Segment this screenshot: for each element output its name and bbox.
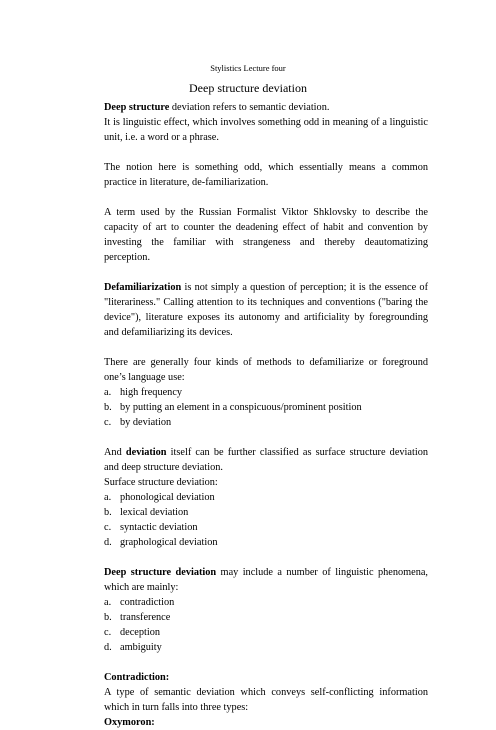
contradiction-heading	[104, 670, 428, 685]
list-item-text: by deviation	[120, 417, 172, 428]
oxymoron-heading	[104, 715, 428, 730]
contradiction-heading-text: Contradiction:	[104, 672, 170, 683]
oxymoron-heading-text: Oxymoron:	[104, 717, 155, 728]
list-marker: c.	[104, 417, 112, 428]
list-item-text: transference	[120, 612, 171, 623]
list-item-text: by putting an element in a conspicuous/prominent position	[120, 402, 362, 413]
list-item	[104, 505, 428, 520]
intro-paragraph	[104, 100, 428, 115]
deviation-paragraph	[104, 445, 428, 475]
list-marker: d.	[104, 642, 112, 653]
surface-list	[104, 490, 428, 550]
list-item	[104, 610, 428, 625]
list-marker: a.	[104, 492, 112, 503]
list-marker: a.	[104, 387, 112, 398]
list-marker: b.	[104, 612, 112, 623]
deep-list	[104, 595, 428, 655]
document-body	[104, 100, 428, 730]
list-item	[104, 535, 428, 550]
deviation-pre: And	[104, 447, 126, 458]
contradiction-text: A type of semantic deviation which conveys self-conflicting information which in turn falls into three types:	[104, 687, 428, 713]
intro-explanation: It is linguistic effect, which involves something odd in meaning of a linguistic unit, i.e. a word or a phrase.	[104, 117, 428, 143]
list-item-text: phonological deviation	[120, 492, 215, 503]
list-item	[104, 385, 428, 400]
list-marker: d.	[104, 537, 112, 548]
list-item-text: high frequency	[120, 387, 183, 398]
lecture-header: Stylistics Lecture four	[210, 63, 286, 73]
intro-bold-term: Deep structure	[104, 102, 170, 113]
list-item-text: syntactic deviation	[120, 522, 198, 533]
list-marker: a.	[104, 597, 112, 608]
list-item-text: lexical deviation	[120, 507, 189, 518]
defamiliarization-bold-term: Defamiliarization	[104, 282, 182, 293]
list-item	[104, 625, 428, 640]
defamiliarization-text: is not simply a question of perception; it is the essence of "literariness." Calling attention to its techniques and conventions ("baring the device"), literature exposes its autonomy and artificiality by foregrounding and defamiliarizing its devices.	[104, 282, 428, 338]
methods-intro: There are generally four kinds of methods to defamiliarize or foreground one’s language use:	[104, 357, 428, 383]
surface-label: Surface structure deviation:	[104, 477, 218, 488]
methods-list	[104, 385, 428, 430]
list-item-text: contradiction	[120, 597, 175, 608]
list-marker: b.	[104, 507, 112, 518]
list-item-text: graphological deviation	[120, 537, 218, 548]
list-item	[104, 595, 428, 610]
deep-structure-paragraph	[104, 565, 428, 595]
list-marker: c.	[104, 627, 112, 638]
deviation-text: itself can be further classified as surface structure deviation and deep structure deviation.	[104, 447, 428, 473]
list-item	[104, 520, 428, 535]
list-item	[104, 400, 428, 415]
page-title: Deep structure deviation	[189, 81, 307, 95]
intro-text: deviation refers to semantic deviation.	[169, 102, 330, 113]
list-item	[104, 490, 428, 505]
list-item	[104, 415, 428, 430]
deep-structure-text: may include a number of linguistic phenomena, which are mainly:	[104, 567, 428, 593]
deviation-bold-term: deviation	[125, 447, 167, 458]
list-item-text: deception	[120, 627, 161, 638]
defamiliarization-paragraph	[104, 280, 428, 340]
list-marker: b.	[104, 402, 112, 413]
shklovsky-paragraph: A term used by the Russian Formalist Viktor Shklovsky to describe the capacity of art to counter the deadening effect of habit and convention by investing the familiar with strangeness and thereby deautomatizing perception.	[104, 207, 428, 263]
list-item-text: ambiguity	[120, 642, 162, 653]
notion-paragraph: The notion here is something odd, which essentially means a common practice in literature, de-familiarization.	[104, 162, 428, 188]
list-marker: c.	[104, 522, 112, 533]
deep-structure-bold-term: Deep structure deviation	[104, 567, 217, 578]
list-item	[104, 640, 428, 655]
